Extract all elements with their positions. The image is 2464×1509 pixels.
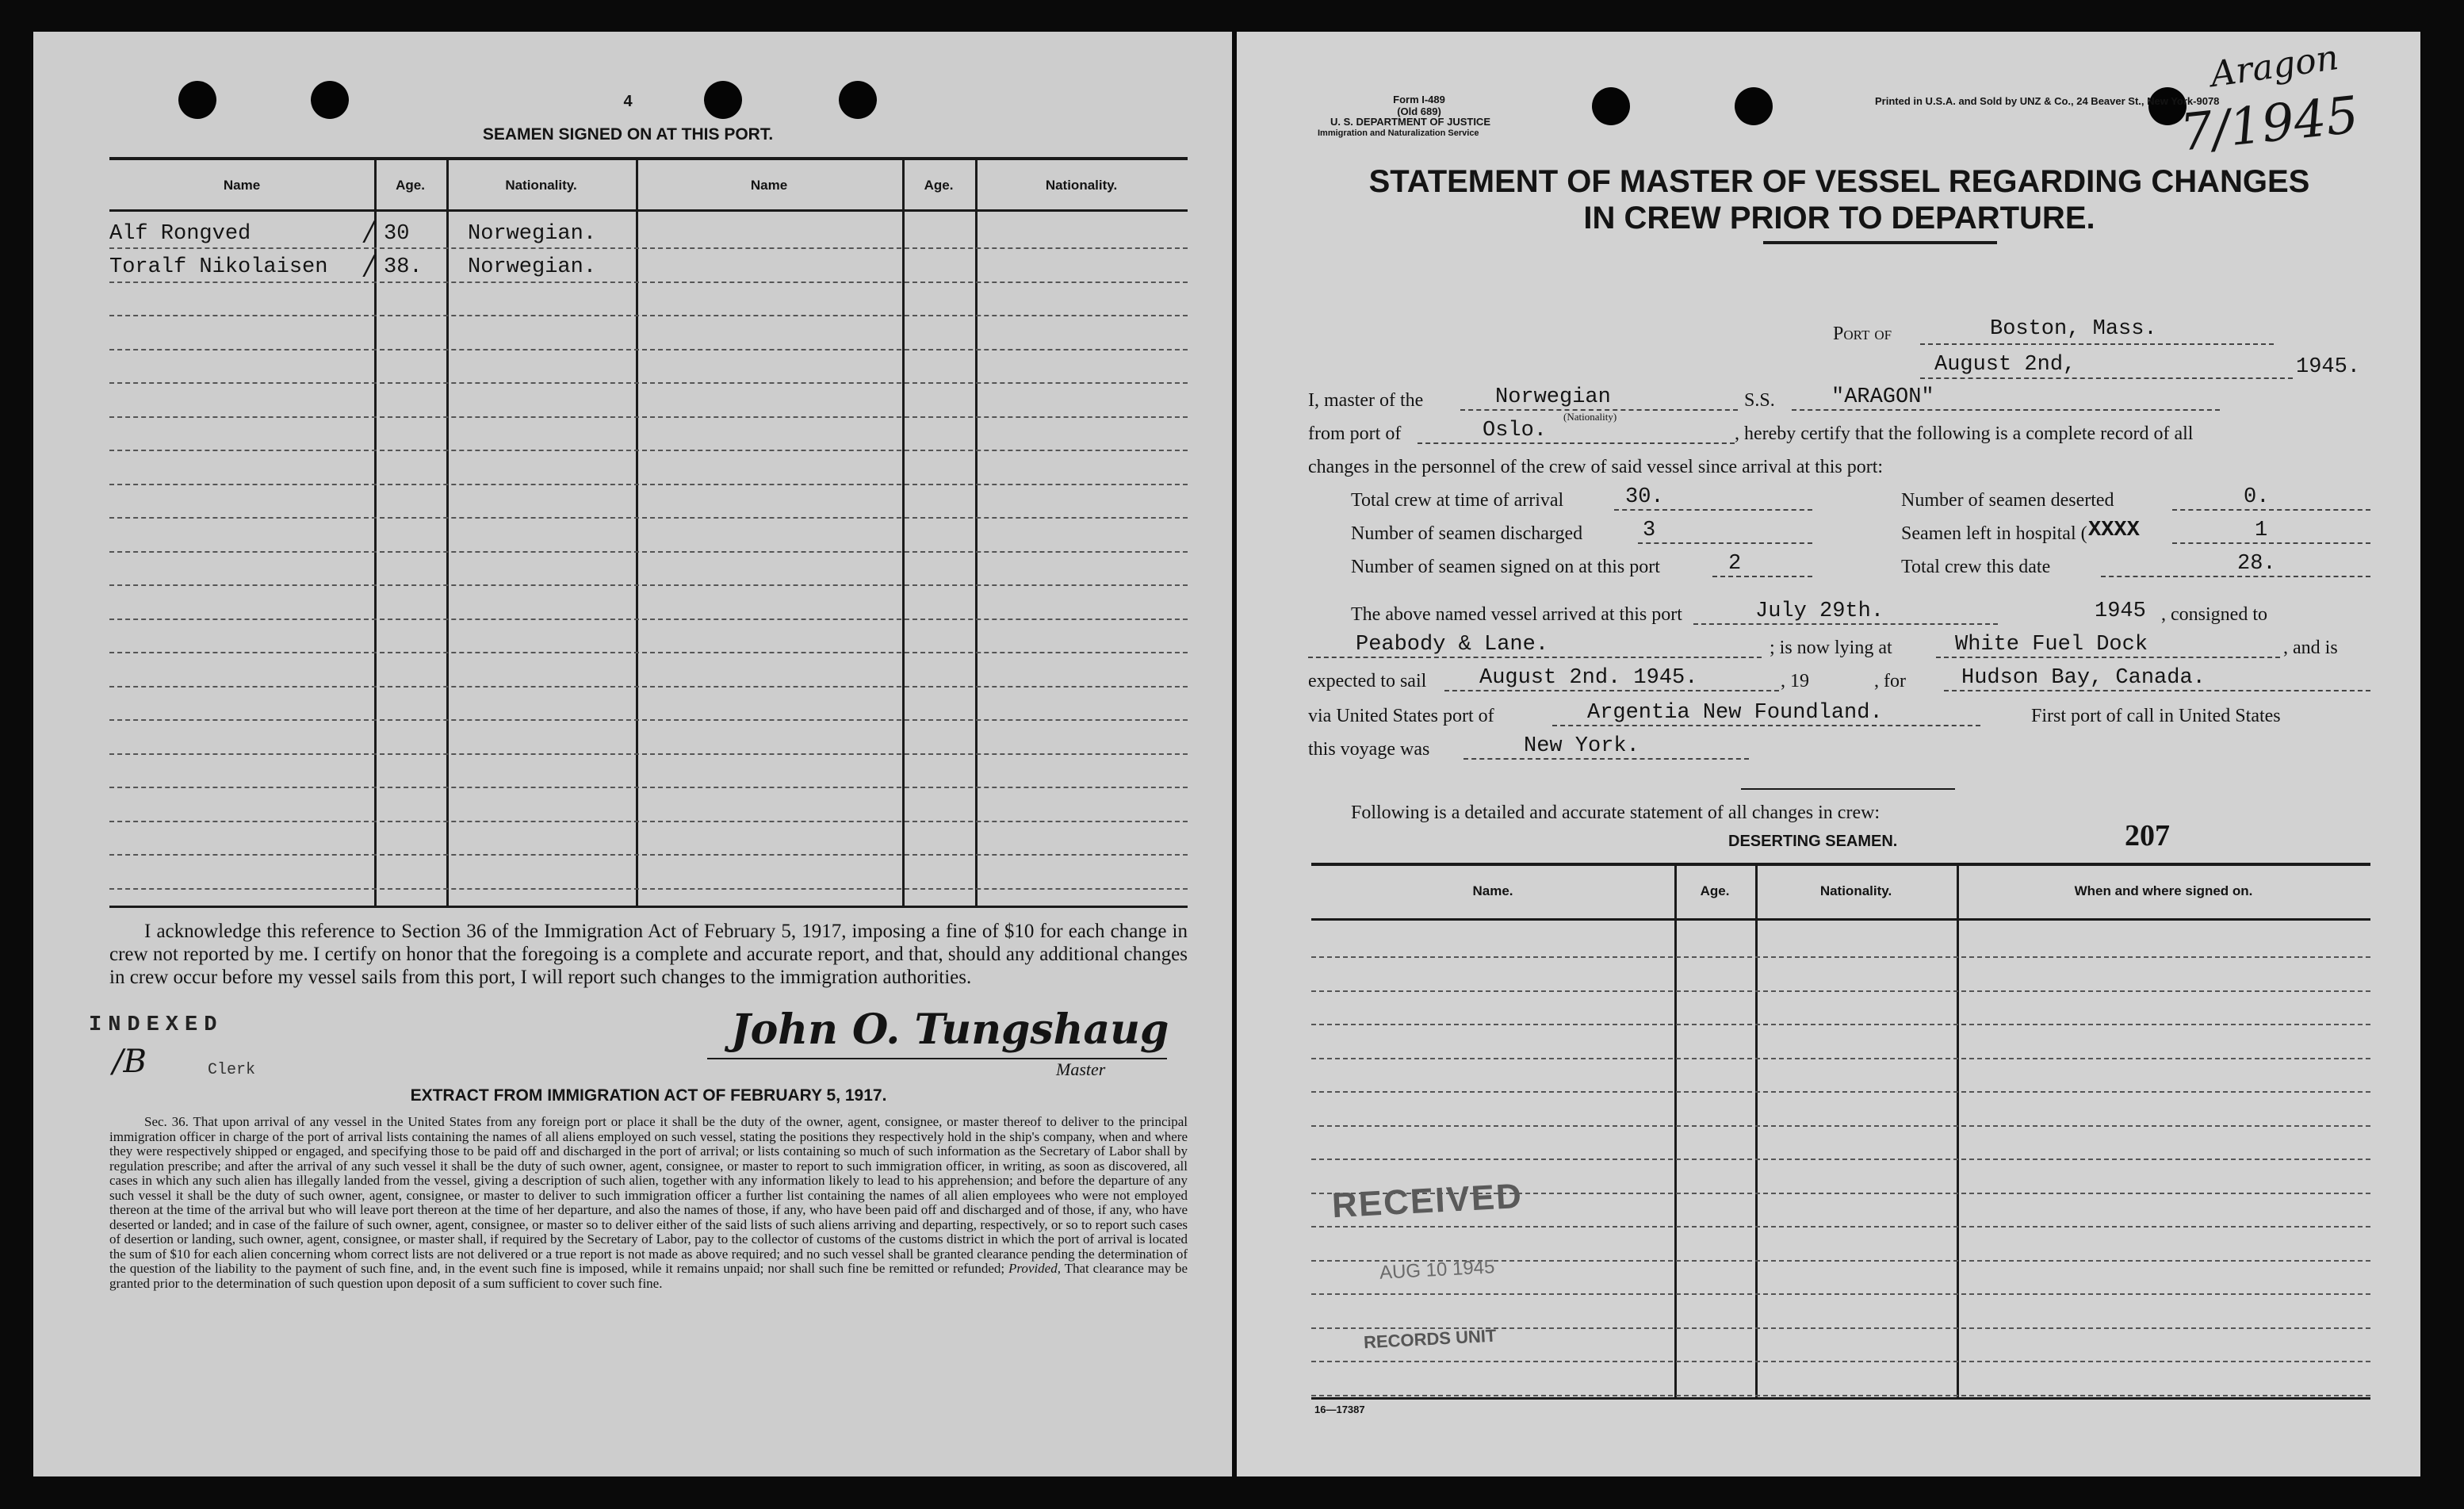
received-stamp: RECEIVED bbox=[1330, 1176, 1525, 1226]
row-line bbox=[109, 382, 1188, 384]
certify-text: , hereby certify that the following is a complete record of all bbox=[1735, 423, 2194, 444]
statute-body: That upon arrival of any vessel in the United States from any foreign port or place it shall be the duty of the owner, agent, consignee, or master thereof to deliver to the principal immigration officer in charge of the port of arrival lists containing the names of all aliens employed on such vessel, stating the positions they respectively hold in the ship's company, when and where they were respectively shipped or engaged, and specifying those to be paid off and discharged in the port of arrival; or lists containing so much of such information as the Secretary of Labor shall by regulation prescribe; and after the arrival of any such vessel it shall be the duty of such owner, agent, consignee, or master to report to such immigration officer, in writing, as soon as discovered, all cases in which any such alien has illegally landed from the vessel, giving a description of such alien, together with any information likely to lead to his apprehension; and before the departure of any such vessel it shall be the duty of such owner, agent, consignee, or master to deliver to such immigration officer a further list containing the names of all alien employees who were not employed thereon at the time of the arrival but who will leave port thereon at the time of her departure, and also the names of those, if any, who have been paid off and discharged and of those, if any, who have deserted or landed; and in case of the failure of such owner, agent, consignee, or master so to deliver either of the said lists of such aliens arriving and departing, respectively, or so to report such cases of desertion or landing, such owner, agent, consignee, or master shall, if required by the Secretary of Labor, pay to the collector of customs of the customs district in which the port of arrival is located the sum of $10 for each alien concerning whom correct lists are not delivered or a true report is not made as above required; and no such vessel shall be granted clearance pending the determination of the question of the liability to the payment of such fine, and, in the event such fine is imposed, while it remains unpaid; nor shall such fine be remitted or refunded; bbox=[109, 1114, 1188, 1276]
for-label: , for bbox=[1874, 671, 1906, 691]
row-line bbox=[109, 247, 1188, 249]
check-mark: / bbox=[365, 250, 374, 282]
row-line bbox=[109, 821, 1188, 822]
document-number: 207 bbox=[2125, 819, 2170, 852]
row-line bbox=[1311, 1159, 2370, 1160]
first-call-value: New York. bbox=[1524, 734, 1639, 758]
statute-text bbox=[109, 1115, 1188, 1291]
statute-end: That clearance may be granted prior to the determination of such question upon deposit of a sum sufficient to cover such fine. bbox=[109, 1261, 1188, 1291]
row-line bbox=[109, 854, 1188, 856]
column-header-nationality: Nationality. bbox=[505, 178, 577, 193]
row-line bbox=[1311, 1024, 2370, 1025]
indexed-stamp: INDEXED bbox=[89, 1013, 224, 1037]
hospital-overstrike: XXXX bbox=[2088, 519, 2140, 542]
page-number: 4 bbox=[623, 93, 633, 110]
column-header-age: Age. bbox=[396, 178, 425, 193]
received-stamp-unit: RECORDS UNIT bbox=[1363, 1325, 1497, 1353]
row-line bbox=[109, 349, 1188, 350]
from-port-value: Oslo. bbox=[1483, 419, 1548, 442]
form-number: Form I-489 (Old 689) bbox=[1393, 94, 1445, 117]
punch-hole bbox=[311, 81, 349, 119]
sail-19-label: , 19 bbox=[1781, 671, 1809, 691]
changes-text: changes in the personnel of the crew of said vessel since arrival at this port: bbox=[1308, 457, 1884, 477]
right-page bbox=[1237, 32, 2420, 1476]
lying-label: ; is now lying at bbox=[1770, 638, 1892, 658]
punch-hole bbox=[1592, 87, 1630, 125]
arrived-year: 1945 bbox=[2095, 599, 2146, 623]
row-line bbox=[1311, 1125, 2370, 1127]
footer-code: 16—17387 bbox=[1314, 1404, 1365, 1415]
printer-credit: Printed in U.S.A. and Sold by UNZ & Co., 24 Beaver St., New York-9078 bbox=[1875, 95, 2220, 107]
sail-date-value: August 2nd. 1945. bbox=[1479, 666, 1698, 690]
clerk-label: Clerk bbox=[208, 1061, 256, 1079]
column-header-nationality: Nationality. bbox=[1045, 178, 1118, 193]
row-line bbox=[1311, 1226, 2370, 1227]
extract-title: EXTRACT FROM IMMIGRATION ACT OF FEBRUARY 5, 1917. bbox=[410, 1086, 887, 1105]
section-title: SEAMEN SIGNED ON AT THIS PORT. bbox=[482, 125, 774, 144]
row-line bbox=[109, 551, 1188, 553]
check-mark: / bbox=[365, 216, 374, 247]
column-header-name: Name bbox=[750, 178, 788, 193]
punch-hole bbox=[178, 81, 216, 119]
port-label: Port of bbox=[1833, 324, 1892, 344]
row-line bbox=[1311, 1058, 2370, 1059]
column-header-signed-on: When and where signed on. bbox=[2074, 883, 2253, 898]
row-line bbox=[109, 450, 1188, 451]
column-header-age: Age. bbox=[924, 178, 954, 193]
deserted-value: 0. bbox=[2244, 485, 2270, 509]
column-header-nationality: Nationality. bbox=[1819, 883, 1892, 898]
row-line bbox=[109, 484, 1188, 485]
total-this-date-label: Total crew this date bbox=[1901, 557, 2051, 577]
nationality-value: Norwegian bbox=[1495, 385, 1611, 409]
sail-label: expected to sail bbox=[1308, 671, 1427, 691]
total-crew-label: Total crew at time of arrival bbox=[1351, 490, 1564, 511]
hospital-value: 1 bbox=[2255, 519, 2268, 542]
row-line bbox=[1311, 1395, 2370, 1396]
column-header-name: Name. bbox=[1472, 883, 1513, 898]
signed-on-label: Number of seamen signed on at this port bbox=[1351, 557, 1660, 577]
punch-hole bbox=[704, 81, 742, 119]
statute-proviso: Provided, bbox=[1008, 1261, 1061, 1276]
vessel-name: "ARAGON" bbox=[1831, 385, 1934, 409]
row-line bbox=[109, 517, 1188, 519]
received-stamp-date: AUG 10 1945 bbox=[1379, 1256, 1496, 1284]
voyage-label: this voyage was bbox=[1308, 739, 1430, 760]
via-port-value: Argentia New Foundland. bbox=[1587, 701, 1883, 725]
row-line bbox=[1311, 956, 2370, 958]
acknowledgement-text: I acknowledge this reference to Section 36 of the Immigration Act of February 5, 1917, imposing a fine of $10 for each change in crew not reported by me. I certify on honor that the foregoing is a complete and accurate report, and that, should any additional changes in crew occur before my vessel sails from this port, I will report such changes to the immigration authorities. bbox=[109, 921, 1188, 988]
date-value: August 2nd, bbox=[1934, 353, 2076, 377]
form-title: STATEMENT OF MASTER OF VESSEL REGARDING CHANGES IN CREW PRIOR TO DEPARTURE. bbox=[1368, 164, 2310, 236]
year-value: 1945. bbox=[2296, 355, 2361, 379]
port-value: Boston, Mass. bbox=[1990, 317, 2157, 341]
row-line bbox=[109, 753, 1188, 755]
arrived-label: The above named vessel arrived at this port bbox=[1351, 604, 1682, 625]
arrived-value: July 29th. bbox=[1755, 599, 1884, 623]
row-line bbox=[1311, 1361, 2370, 1362]
nationality-caption: (Nationality) bbox=[1563, 411, 1617, 423]
master-label: Master bbox=[1056, 1059, 1106, 1079]
row-line bbox=[109, 315, 1188, 316]
master-signature: John O. Tungshaug bbox=[731, 1005, 1169, 1054]
first-call-label: First port of call in United States bbox=[2031, 706, 2281, 726]
handwritten-date: 7/1945 bbox=[2177, 86, 2362, 163]
via-label: via United States port of bbox=[1308, 706, 1494, 726]
clerk-initials: /B bbox=[113, 1044, 147, 1080]
column-header-age: Age. bbox=[1700, 883, 1730, 898]
row-line bbox=[109, 686, 1188, 687]
section-reference: Sec. 36. bbox=[144, 1114, 189, 1129]
lying-at-value: White Fuel Dock bbox=[1955, 633, 2148, 657]
seaman-nationality: Norwegian. bbox=[468, 222, 597, 246]
row-line bbox=[109, 619, 1188, 620]
row-line bbox=[109, 787, 1188, 788]
department-name: U. S. DEPARTMENT OF JUSTICE bbox=[1330, 116, 1490, 128]
following-text: Following is a detailed and accurate statement of all changes in crew: bbox=[1351, 802, 1881, 823]
consigned-label: , consigned to bbox=[2161, 604, 2267, 625]
total-crew-value: 30. bbox=[1625, 485, 1664, 509]
row-line bbox=[109, 416, 1188, 418]
total-this-date-value: 28. bbox=[2237, 552, 2276, 576]
from-port-label: from port of bbox=[1308, 423, 1402, 444]
and-is-label: , and is bbox=[2283, 638, 2338, 658]
row-line bbox=[109, 652, 1188, 653]
row-line bbox=[109, 584, 1188, 586]
row-line bbox=[1311, 1293, 2370, 1295]
destination-value: Hudson Bay, Canada. bbox=[1961, 666, 2206, 690]
deserting-title: DESERTING SEAMEN. bbox=[1728, 833, 1898, 850]
left-page bbox=[33, 32, 1232, 1476]
signed-on-value: 2 bbox=[1728, 552, 1742, 576]
service-name: Immigration and Naturalization Service bbox=[1318, 128, 1479, 138]
row-line bbox=[1311, 1091, 2370, 1093]
seaman-name: Alf Rongved bbox=[109, 222, 251, 246]
master-of-label: I, master of the bbox=[1308, 390, 1424, 411]
row-line bbox=[109, 282, 1188, 283]
discharged-value: 3 bbox=[1643, 519, 1656, 542]
ss-label: S.S. bbox=[1744, 390, 1775, 411]
seaman-age: 38. bbox=[384, 255, 423, 279]
column-header-name: Name bbox=[223, 178, 261, 193]
hospital-label: Seamen left in hospital ( bbox=[1901, 523, 2087, 544]
deserted-label: Number of seamen deserted bbox=[1901, 490, 2114, 511]
row-line bbox=[109, 719, 1188, 721]
row-line bbox=[109, 888, 1188, 890]
consignee-value: Peabody & Lane. bbox=[1356, 633, 1549, 657]
discharged-label: Number of seamen discharged bbox=[1351, 523, 1583, 544]
seaman-age: 30 bbox=[384, 222, 410, 246]
row-line bbox=[1311, 990, 2370, 992]
handwritten-vessel: Aragon bbox=[2208, 36, 2341, 96]
punch-hole bbox=[1735, 87, 1773, 125]
seaman-nationality: Norwegian. bbox=[468, 255, 597, 279]
seaman-name: Toralf Nikolaisen bbox=[109, 255, 328, 279]
punch-hole bbox=[839, 81, 877, 119]
